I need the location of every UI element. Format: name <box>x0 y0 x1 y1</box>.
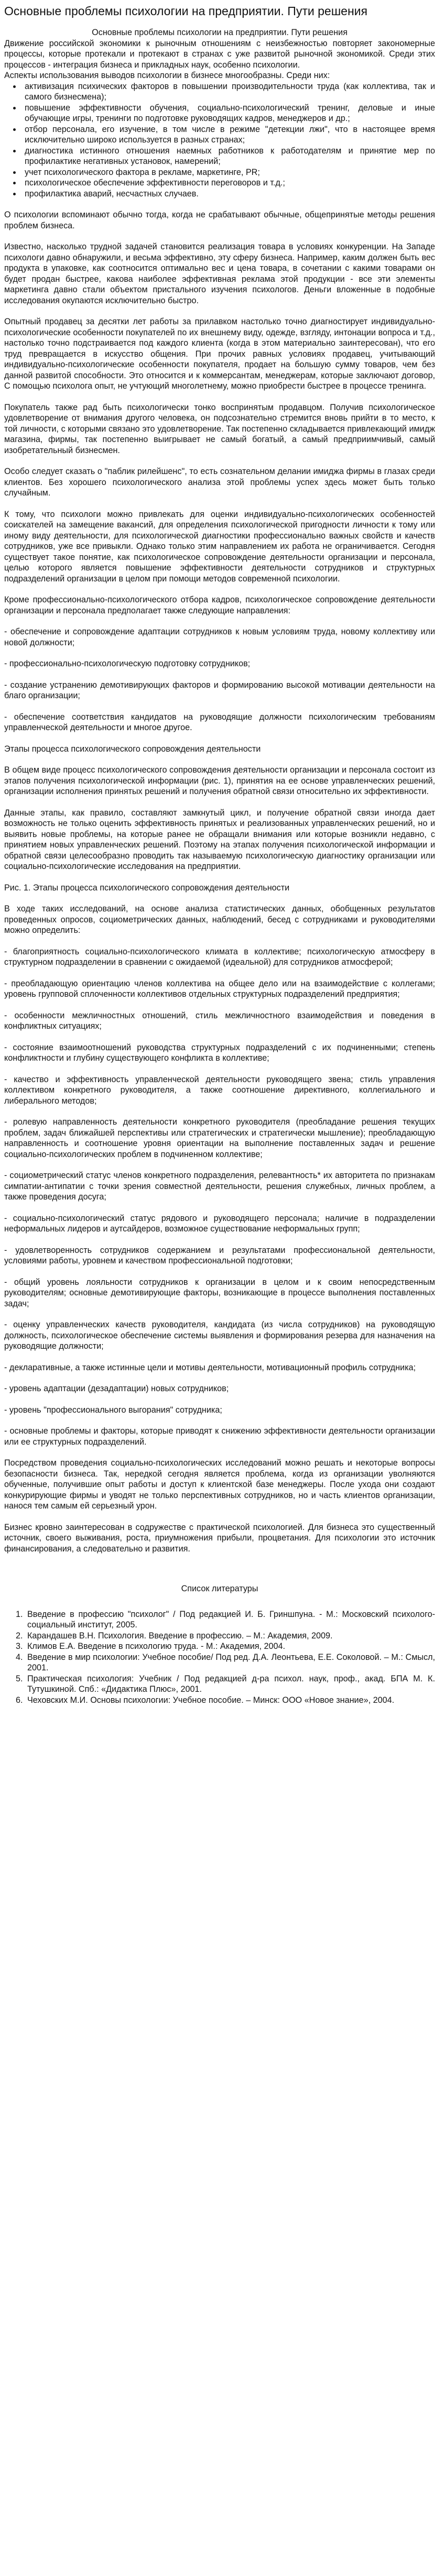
reference-item: 5. Практическая психология: Учебник / Под редакцией д-ра психол. наук, проф., акад. БПА М. К. Тутушкиной. Спб.: «Дидактика Плюс», 2001. <box>25 1674 435 1695</box>
dash-item: - общий уровень лояльности сотрудников к организации в целом и к своим непосредственным руководителям; основные демотивирующие факторы, возникающие в процессе выполнения поставленных задач; <box>4 1277 435 1308</box>
page-title: Основные проблемы психологии на предприятии. Пути решения <box>4 4 367 18</box>
reference-item: 4. Введение в мир психологии: Учебное пособие/ Под ред. Д.А. Леонтьева, Е.Е. Соколовой. – М.: Смысл, 2001. <box>25 1652 435 1674</box>
list-item: • отбор персонала, его изучение, в том числе в режиме "детекции лжи", что в настоящее время исключительно широко используется в разных странах; <box>21 124 435 146</box>
dash-item: - благоприятность социально-психологического климата в коллективе; психологическую атмосферу в структурном подразделении в сравнении с ожидаемой (идеальной) для сотрудников атмосферой; <box>4 946 435 967</box>
references-title: Список литературы <box>181 1584 258 1593</box>
paragraph: Опытный продавец за десятки лет работы за прилавком настолько точно диагностирует индивидуально-психологические особенности покупателей по их внешнему виду, одежде, взгляду, интонации вопроса и т.д., настолько точно подстраивается под каждого клиента (когда в этом материально заинтересован), что его труд превращается в искусство общения. При прочих равных условиях продавец, учитывающий индивидуально-психологические особенности покупателя, продает на большую сумму товаров, чем без данной развитой способности. Это относится и к коммерсантам, менеджерам, которые заключают договор, С помощью психолога опыт, не учтующий многолетнему, можно приобрести быстрее в процессе тренинга. <box>4 317 435 391</box>
paragraph: Бизнес кровно заинтересован в содружестве с практической психологией. Для бизнеса это существенный источник, своего выживания, роста, приумножения прибыли, процветания. Для психологии это источник финансирования, а следовательно и развития. <box>4 1522 435 1554</box>
paragraph: Кроме профессионально-психологического отбора кадров, психологическое сопровождение деятельности организации и персонала предполагает также следующие направления: <box>4 595 435 615</box>
list-item: • учет психологического фактора в рекламе, маркетинге, PR; <box>21 167 435 178</box>
paragraph: О психологии вспоминают обычно тогда, когда не срабатывают обычные, общепринятые методы решения проблем бизнеса. <box>4 210 435 230</box>
list-item: • повышение эффективности обучения, социально-психологический тренинг, деловые и иные обучающие игры, тренинги по подготовке руководящих кадров, менеджеров и др.; <box>21 103 435 124</box>
dash-item: - уровень адаптации (дезадаптации) новых сотрудников; <box>4 1384 229 1393</box>
article-subtitle: Основные проблемы психологии на предприятии. Пути решения <box>92 28 348 37</box>
dash-item: - обеспечение и сопровождение адаптации сотрудников к новым условиям труда, новому коллективу или новой должности; <box>4 627 435 647</box>
paragraph: К тому, что психологи можно привлекать для оценки индивидуально-психологических особенностей соискателей на замещение вакансий, для определения психологической пригодности личности к тому или иному виду деятельности, для психологической диагностики профессионально важных свойств и качеств сотрудников, уже все привыкли. Однако только этим направлением их работа не ограничивается. Сегодня существует такое понятие, как психологическое сопровождение деятельности организации и персонала, целью которого является повышение эффективности деятельности сотрудников и структурных подразделений организации в целом при помощи методов современной психологии. <box>4 509 435 584</box>
dash-item: - состояние взаимоотношений руководства структурных подразделений с их подчиненными; степень конфликтности и глубину существующего конфликта в коллективе; <box>4 1042 435 1063</box>
aspects-lead: Аспекты использования выводов психологии в бизнесе многообразны. Среди них: <box>4 71 330 80</box>
article-body <box>4 27 435 1705</box>
section-heading: Этапы процесса психологического сопровождения деятельности <box>4 744 261 754</box>
references-list <box>4 1609 435 1706</box>
paragraph: Покупатель также рад быть психологически тонко воспринятым продавцом. Получив психологическое удовлетворение от внимания другого человека, он подсознательно стремится вновь прийти в то место, к той личности, с которыми связано это удовлетворение. Так постепенно складывается привлекающий имидж магазина, фирмы, так постепенно выигрывает не самый богатый, а самый предприимчивый, самый изобретательный бизнесмен. <box>4 402 435 455</box>
aspects-list <box>4 81 435 200</box>
paragraph: Известно, насколько трудной задачей становится реализация товара в условиях конкуренции. На Западе психологи давно обнаружили, и весьма эффективно, эту сферу бизнеса. Например, каким должен быть вес продукта в упаковке, как соотносится оптимально вес и цена товара, в сочетании с какими товарами он будет продан быстрее, какова наиболее эффективная реклама этой продукции - все эти элементы маркетинга давно стали объектом пристального изучения психологов. Деньги вложенные в подобные исследования окупаются исключительно быстро. <box>4 242 435 305</box>
reference-item: 6. Чеховских М.И. Основы психологии: Учебное пособие. – Минск: ООО «Новое знание», 2004. <box>25 1695 435 1706</box>
dash-item: - социометрический статус членов конкретного подразделения, релевантность* их авторитета по признакам симпатии-антипатии с точки зрения совместной деятельности, решения служебных, личных проблем, а также проведения досуга; <box>4 1171 435 1202</box>
dash-item: - удовлетворенность сотрудников содержанием и результатами профессиональной деятельности, условиями работы, уровнем и качеством профессиональной подготовки; <box>4 1245 435 1265</box>
dash-item: - основные проблемы и факторы, которые приводят к снижению эффективности деятельности организации или ее структурных подразделений. <box>4 1426 435 1447</box>
dash-item: - профессионально-психологическую подготовку сотрудников; <box>4 659 251 668</box>
paragraph: В ходе таких исследований, на основе анализа статистических данных, обобщенных результатов проведенных опросов, социометрических данных, наблюдений, бесед с сотрудниками и руководителями можно определить: <box>4 904 435 935</box>
paragraph: Посредством проведения социально-психологических исследований можно решать и некоторые вопросы безопасности бизнеса. Так, нередкой сегодня является проблема, когда из организации уволняются обученные, получившие опыт работы и доступ к клиентской базе менеджеры. После ухода они создают конкурирующие фирмы и уводят не только перспективных сотрудников, но и часть клиентов организации, нанося тем самым ей серьезный урон. <box>4 1458 435 1511</box>
dash-item: - обеспечение соответствия кандидатов на руководящие должности психологическим требованиям управленческой деятельности и многое другое. <box>4 712 435 732</box>
dash-item: - оценку управленческих качеств руководителя, кандидата (из числа сотрудников) на руководящую должность, психологическое обеспечение системы выявления и формирования резерва для назначения на руководящие должности; <box>4 1320 435 1351</box>
intro-paragraph: Движение российской экономики к рыночным отношениям с неизбежностью повторяет закономерные процессы, которые протекали и протекают в странах с уже развитой рыночной экономикой. Среди этих процессов - интеграция бизнеса и прикладных наук, особенно психологии. <box>4 38 435 70</box>
reference-item: 2. Карандашев В.Н. Психология. Введение в профессию. – М.: Академия, 2009. <box>25 1631 435 1642</box>
dash-item: - ролевую направленность деятельности конкретного руководителя (преобладание решения текущих проблем, задач ближайшей перспективы или стратегических и стратегически мышление); преобладающую направленность и соотношение уровня ориентации на выполнение поставленных задач и решение социально-психологических проблем в подчиненном коллективе; <box>4 1117 435 1159</box>
list-item: • профилактика аварий, несчастных случаев. <box>21 189 435 200</box>
reference-item: 3. Климов Е.А. Введение в психологию труда. - М.: Академия, 2004. <box>25 1641 435 1652</box>
dash-item: - преобладающую ориентацию членов коллектива на общее дело или на взаимодействие с коллегами; уровень групповой сплоченности коллективов отдельных структурных подразделений предприятия; <box>4 978 435 999</box>
dash-item: - создание устранению демотивирующих факторов и формированию высокой мотивации деятельности на благо организации; <box>4 680 435 700</box>
list-item: • диагностика истинного отношения наемных работников к работодателям и принятие мер по профилактике негативных установок, намерений; <box>21 146 435 167</box>
figure-caption: Рис. 1. Этапы процесса психологического сопровождения деятельности <box>4 883 290 893</box>
reference-item: 1. Введение в профессию "психолог" / Под редакцией И. Б. Гриншпуна. - М.: Московский психолого-социальный институт, 2005. <box>25 1609 435 1631</box>
dash-item: - социально-психологический статус рядового и руководящего персонала; наличие в подразделении неформальных лидеров и аутсайдеров, возможное существование неформальных групп; <box>4 1213 435 1234</box>
dash-item: - уровень "профессионального выгорания" сотрудника; <box>4 1405 222 1415</box>
list-item: • психологическое обеспечение эффективности переговоров и т.д.; <box>21 178 435 189</box>
dash-item: - качество и эффективность управленческой деятельности руководящего звена; стиль управления коллективом конкретного руководителя, а также соотношение директивного, коллегиального и либерального методов; <box>4 1074 435 1106</box>
paragraph: Данные этапы, как правило, составляют замкнутый цикл, и получение обратной связи иногда дает возможность не только оценить эффективность принятых и реализованных управленческих решений, но и выявить новые проблемы, на которые ранее не обращали внимания или которые возникли недавно, с принятием новых управленческих решений. Поэтому на этапах получения психологической информации и обратной связи целесообразно проводить так называемую психологическую диагностику организации или социально-психологические исследования на предприятии. <box>4 808 435 871</box>
paragraph: В общем виде процесс психологического сопровождения деятельности организации и персонала состоит из этапов получения психологической информации (рис. 1), принятия на ее основе управленческих решений, организации исполнения принятых решений и получения обратной связи относительно их эффективности. <box>4 765 435 796</box>
dash-item: - особенности межличностных отношений, стиль межличностного взаимодействия и поведения в конфликтных ситуациях; <box>4 1010 435 1031</box>
paragraph: Особо следует сказать о "паблик рилейшенс", то есть сознательном делании имиджа фирмы в глазах среди клиентов. Без хорошего психологического анализа этой проблемы успех здесь может быть только случайным. <box>4 467 435 498</box>
dash-item: - декларативные, а также истинные цели и мотивы деятельности, мотивационный профиль сотрудника; <box>4 1362 416 1372</box>
list-item: • активизация психических факторов в повышении производительности труда (как коллектива, так и самого бизнесмена); <box>21 81 435 103</box>
